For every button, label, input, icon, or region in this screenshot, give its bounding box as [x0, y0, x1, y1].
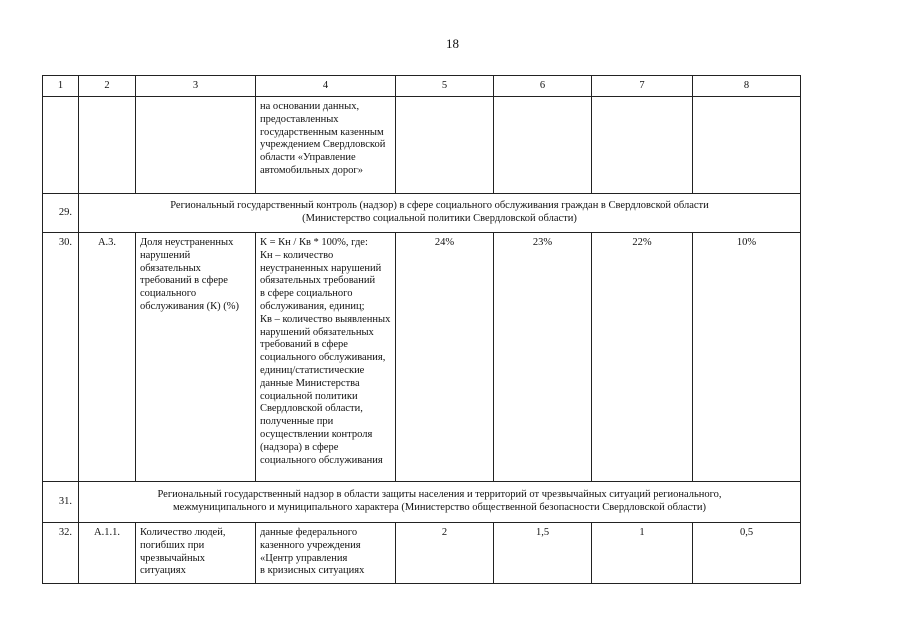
section-heading: Региональный государственный контроль (надзор) в сфере социального обслуживания граждан в Свердловской области (Министерство социальной политики Свердловской области) [79, 194, 801, 233]
value-col-7: 1 [592, 523, 693, 584]
indicator-code: А.1.1. [79, 523, 136, 584]
page-number: 18 [446, 36, 459, 51]
cell-empty [396, 97, 494, 194]
indicator-method: данные федерального казенного учреждения «Центр управления в кризисных ситуациях [256, 523, 396, 584]
table-row-29 [43, 194, 801, 233]
table-row-32 [43, 523, 801, 584]
row-number: 32. [43, 523, 79, 584]
value-col-6: 23% [494, 233, 592, 482]
indicator-code: А.3. [79, 233, 136, 482]
value-col-7: 22% [592, 233, 693, 482]
cell-empty [494, 97, 592, 194]
table-row-continuation [43, 97, 801, 194]
value-col-5: 24% [396, 233, 494, 482]
table-row-31 [43, 482, 801, 523]
value-col-8: 0,5 [693, 523, 801, 584]
header-cell-3: 3 [136, 76, 256, 97]
header-cell-4: 4 [256, 76, 396, 97]
indicator-name: Доля неустраненных нарушений обязательных требований в сфере социального обслуживания (К) (%) [136, 233, 256, 482]
header-cell-2: 2 [79, 76, 136, 97]
indicator-method: К = Кн / Кв * 100%, где: Кн – количество неустраненных нарушений обязательных требований в сфере социального обслуживания, единиц; Кв – количество выявленных нарушений обязательных требований в сфере социального обслуживания, единиц/статистические данные Министерства социальной политики Свердловской области, полученные при осуществлении контроля (надзора) в сфере социального обслуживания [256, 233, 396, 482]
row-number: 29. [43, 194, 79, 233]
cell-empty [592, 97, 693, 194]
value-col-5: 2 [396, 523, 494, 584]
indicators-table [42, 75, 801, 584]
header-row [43, 76, 801, 97]
row-number: 30. [43, 233, 79, 482]
section-heading: Региональный государственный надзор в области защиты населения и территорий от чрезвычайных ситуаций регионального, межмуниципального и муниципального характера (Министерство общественной безопасности Свердловской области) [79, 482, 801, 523]
indicator-name: Количество людей, погибших при чрезвычайных ситуациях [136, 523, 256, 584]
header-cell-8: 8 [693, 76, 801, 97]
header-cell-1: 1 [43, 76, 79, 97]
header-cell-6: 6 [494, 76, 592, 97]
cell-empty [79, 97, 136, 194]
value-col-8: 10% [693, 233, 801, 482]
row-number: 31. [43, 482, 79, 523]
value-col-6: 1,5 [494, 523, 592, 584]
cell-method-continuation: на основании данных, предоставленных государственным казенным учреждением Свердловской области «Управление автомобильных дорог» [256, 97, 396, 194]
table-row-30 [43, 233, 801, 482]
header-cell-7: 7 [592, 76, 693, 97]
header-cell-5: 5 [396, 76, 494, 97]
cell-empty [136, 97, 256, 194]
cell-empty [43, 97, 79, 194]
cell-empty [693, 97, 801, 194]
